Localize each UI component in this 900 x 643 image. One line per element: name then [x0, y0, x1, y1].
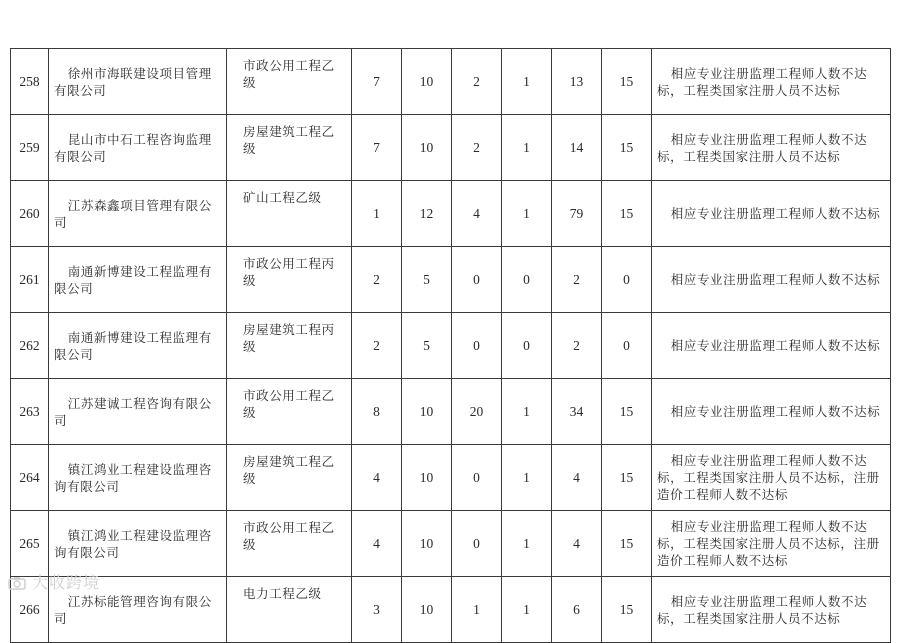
qualification-table: [10, 48, 891, 643]
value-cell: 8: [352, 379, 402, 445]
value-cell: 6: [552, 577, 602, 643]
company-name-text: 江苏森鑫项目管理有限公司: [54, 197, 212, 230]
value-cell: 10: [402, 445, 452, 511]
qualification: 电力工程乙级: [227, 577, 352, 643]
company-name-text: 昆山市中石工程咨询监理有限公司: [54, 131, 212, 164]
company-name-text: 南通新博建设工程监理有限公司: [54, 329, 212, 362]
value-cell: 0: [502, 247, 552, 313]
value-cell: 2: [452, 49, 502, 115]
table-row: [11, 445, 891, 511]
value-cell: 1: [502, 511, 552, 577]
value-cell: 1: [352, 181, 402, 247]
company-name: [49, 313, 227, 379]
value-cell: 2: [352, 247, 402, 313]
value-cell: 1: [502, 115, 552, 181]
value-cell: 0: [602, 247, 652, 313]
table-row: [11, 577, 891, 643]
value-cell: 0: [602, 313, 652, 379]
value-cell: 10: [402, 511, 452, 577]
value-cell: 4: [552, 511, 602, 577]
row-number: 262: [11, 313, 49, 379]
value-cell: 10: [402, 115, 452, 181]
row-number: 266: [11, 577, 49, 643]
company-name-text: 江苏建诚工程咨询有限公司: [54, 395, 212, 428]
company-name-text: 南通新博建设工程监理有限公司: [54, 263, 212, 296]
value-cell: 15: [602, 445, 652, 511]
company-name: [49, 511, 227, 577]
table-row: [11, 511, 891, 577]
value-cell: 0: [452, 511, 502, 577]
reason-cell: 相应专业注册监理工程师人数不达标: [652, 313, 891, 379]
value-cell: 4: [352, 445, 402, 511]
value-cell: 3: [352, 577, 402, 643]
value-cell: 7: [352, 115, 402, 181]
table-row: [11, 379, 891, 445]
table-body: [11, 49, 891, 643]
watermark-text: 大收跨境: [32, 573, 101, 592]
row-number: 265: [11, 511, 49, 577]
value-cell: 14: [552, 115, 602, 181]
qualification: 房屋建筑工程乙级: [227, 445, 352, 511]
table-row: [11, 247, 891, 313]
qualification: 市政公用工程乙级: [227, 379, 352, 445]
value-cell: 15: [602, 49, 652, 115]
reason-cell: 相应专业注册监理工程师人数不达标，工程类国家注册人员不达标: [652, 49, 891, 115]
company-name: [49, 379, 227, 445]
table-row: [11, 181, 891, 247]
reason-cell: 相应专业注册监理工程师人数不达标，工程类国家注册人员不达标，注册造价工程师人数不达标: [652, 445, 891, 511]
reason-cell: 相应专业注册监理工程师人数不达标，工程类国家注册人员不达标: [652, 577, 891, 643]
value-cell: 0: [452, 247, 502, 313]
company-name-text: 镇江鸿业工程建设监理咨询有限公司: [54, 461, 212, 494]
value-cell: 13: [552, 49, 602, 115]
value-cell: 4: [552, 445, 602, 511]
reason-cell: 相应专业注册监理工程师人数不达标: [652, 181, 891, 247]
reason-cell: 相应专业注册监理工程师人数不达标: [652, 379, 891, 445]
value-cell: 15: [602, 577, 652, 643]
company-name-text: 江苏标能管理咨询有限公司: [54, 593, 212, 626]
value-cell: 1: [502, 379, 552, 445]
qualification: 市政公用工程乙级: [227, 511, 352, 577]
value-cell: 15: [602, 379, 652, 445]
reason-cell: 相应专业注册监理工程师人数不达标，工程类国家注册人员不达标，注册造价工程师人数不达标: [652, 511, 891, 577]
watermark: [8, 570, 100, 593]
value-cell: 10: [402, 577, 452, 643]
company-name: [49, 49, 227, 115]
value-cell: 0: [452, 445, 502, 511]
reason-cell: 相应专业注册监理工程师人数不达标，工程类国家注册人员不达标: [652, 115, 891, 181]
qualification: 房屋建筑工程乙级: [227, 115, 352, 181]
value-cell: 79: [552, 181, 602, 247]
value-cell: 2: [452, 115, 502, 181]
row-number: 260: [11, 181, 49, 247]
value-cell: 5: [402, 313, 452, 379]
company-name-text: 镇江鸿业工程建设监理咨询有限公司: [54, 527, 212, 560]
value-cell: 15: [602, 115, 652, 181]
company-name: [49, 445, 227, 511]
value-cell: 1: [502, 577, 552, 643]
value-cell: 12: [402, 181, 452, 247]
value-cell: 0: [502, 313, 552, 379]
qualification: 市政公用工程丙级: [227, 247, 352, 313]
value-cell: 15: [602, 181, 652, 247]
value-cell: 4: [352, 511, 402, 577]
table-row: [11, 115, 891, 181]
row-number: 263: [11, 379, 49, 445]
reason-cell: 相应专业注册监理工程师人数不达标: [652, 247, 891, 313]
value-cell: 10: [402, 49, 452, 115]
value-cell: 34: [552, 379, 602, 445]
row-number: 258: [11, 49, 49, 115]
table-container: [10, 48, 891, 643]
value-cell: 10: [402, 379, 452, 445]
value-cell: 0: [452, 313, 502, 379]
value-cell: 15: [602, 511, 652, 577]
qualification: 市政公用工程乙级: [227, 49, 352, 115]
value-cell: 2: [352, 313, 402, 379]
company-name-text: 徐州市海联建设项目管理有限公司: [54, 65, 212, 98]
camera-logo-icon: [8, 576, 26, 590]
row-number: 259: [11, 115, 49, 181]
row-number: 261: [11, 247, 49, 313]
row-number: 264: [11, 445, 49, 511]
value-cell: 1: [502, 445, 552, 511]
table-row: [11, 313, 891, 379]
company-name: [49, 115, 227, 181]
value-cell: 20: [452, 379, 502, 445]
value-cell: 7: [352, 49, 402, 115]
company-name: [49, 181, 227, 247]
value-cell: 1: [502, 49, 552, 115]
value-cell: 2: [552, 313, 602, 379]
value-cell: 5: [402, 247, 452, 313]
value-cell: 4: [452, 181, 502, 247]
value-cell: 2: [552, 247, 602, 313]
value-cell: 1: [452, 577, 502, 643]
table-row: [11, 49, 891, 115]
qualification: 矿山工程乙级: [227, 181, 352, 247]
qualification: 房屋建筑工程丙级: [227, 313, 352, 379]
company-name: [49, 247, 227, 313]
value-cell: 1: [502, 181, 552, 247]
